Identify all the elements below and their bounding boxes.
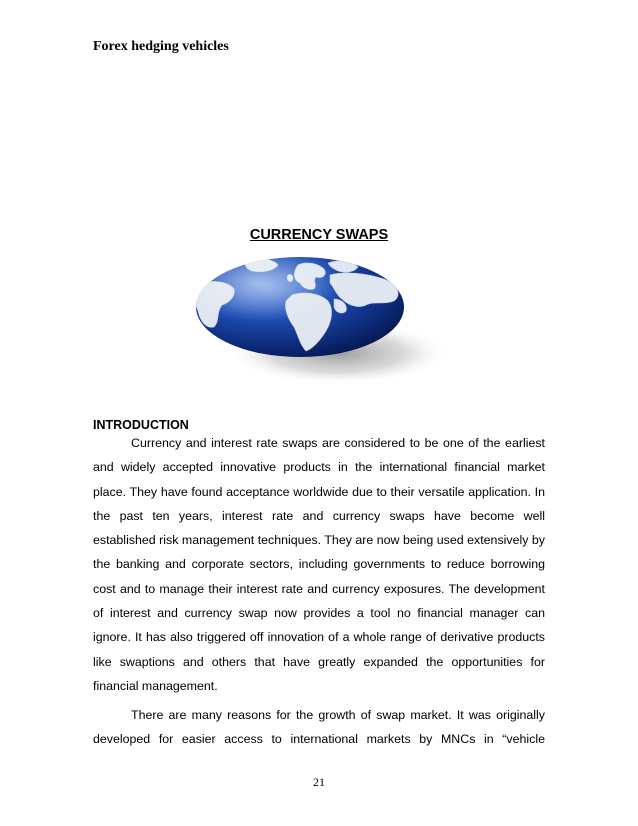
globe-icon (188, 255, 450, 390)
introduction-paragraph: There are many reasons for the growth of swap market. It was originally developed for easier access to international markets by MNCs in “vehicle (93, 708, 545, 747)
introduction-paragraph: Currency and interest rate swaps are considered to be one of the earliest and widely accepted innovative products in the international financial market place. They have found acceptance worldwide due to their versatile application. In the past ten years, interest rate and currency swaps have become well established risk management techniques. They are now being used extensively by the banking and corporate sectors, including governments to reduce borrowing cost and to manage their interest rate and currency exposures. The development of interest and currency swap now provides a tool no financial manager can ignore. It has also triggered off innovation of a whole range of derivative products like swaptions and others that have greatly expanded the opportunities for financial management. (93, 436, 545, 693)
introduction-heading: INTRODUCTION (93, 418, 189, 432)
running-header: Forex hedging vehicles (93, 39, 229, 54)
section-title: CURRENCY SWAPS (249, 227, 389, 243)
page-number: 21 (313, 775, 325, 789)
